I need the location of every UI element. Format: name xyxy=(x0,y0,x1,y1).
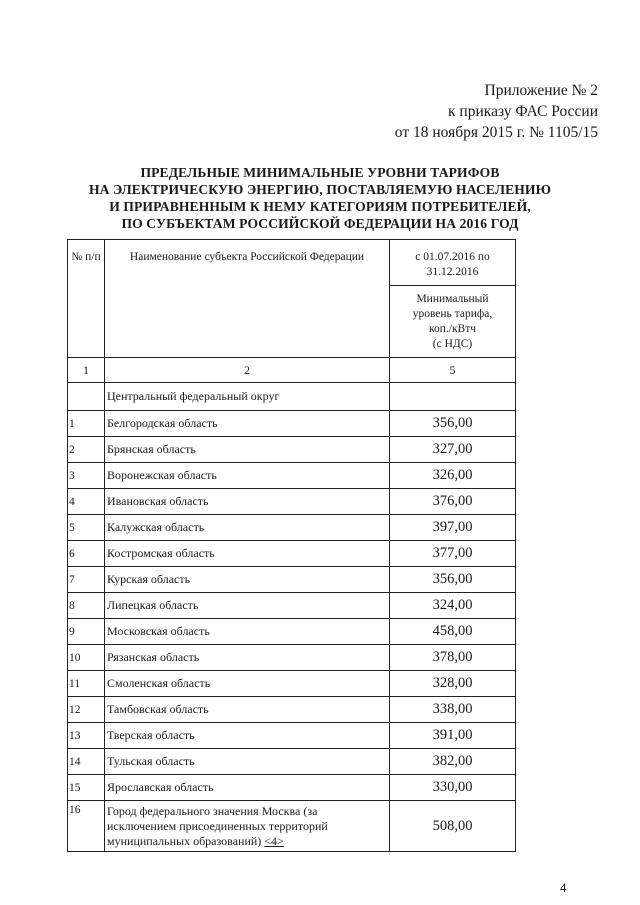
row-subject-name: Липецкая область xyxy=(105,593,390,619)
table-row xyxy=(68,515,516,541)
tariff-table xyxy=(67,239,516,852)
row-number: 5 xyxy=(68,515,105,541)
footnote-reference-link[interactable]: <4> xyxy=(264,833,284,848)
row-tariff-value: 508,00 xyxy=(390,801,516,852)
appendix-reference xyxy=(395,80,598,143)
row-subject-name: Костромская область xyxy=(105,541,390,567)
row-subject-name: Калужская область xyxy=(105,515,390,541)
row-tariff-value: 458,00 xyxy=(390,619,516,645)
row-subject-name: Брянская область xyxy=(105,437,390,463)
district-number-cell xyxy=(68,383,105,411)
row-subject-name: Ярославская область xyxy=(105,775,390,801)
federal-district-row xyxy=(68,383,516,411)
header-period xyxy=(390,240,516,286)
row-subject-name: Тверская область xyxy=(105,723,390,749)
row-number: 9 xyxy=(68,619,105,645)
table-row xyxy=(68,723,516,749)
header-unit-line-1: Минимальный xyxy=(416,292,489,305)
header-number: № п/п xyxy=(68,240,105,358)
row-subject-name: Московская область xyxy=(105,619,390,645)
federal-district-name: Центральный федеральный округ xyxy=(105,383,390,411)
subject-name-line-3 xyxy=(107,834,389,849)
row-tariff-value: 376,00 xyxy=(390,489,516,515)
row-tariff-value: 356,00 xyxy=(390,411,516,437)
row-tariff-value: 397,00 xyxy=(390,515,516,541)
title-line-2: НА ЭЛЕКТРИЧЕСКУЮ ЭНЕРГИЮ, ПОСТАВЛЯЕМУЮ НАСЕЛЕНИЮ xyxy=(88,182,552,197)
table-row xyxy=(68,489,516,515)
district-value-cell xyxy=(390,383,516,411)
table-row xyxy=(68,645,516,671)
table-row xyxy=(68,437,516,463)
row-number: 3 xyxy=(68,463,105,489)
row-number: 2 xyxy=(68,437,105,463)
appendix-line-3: от 18 ноября 2015 г. № 1105/15 xyxy=(394,124,598,141)
row-subject-name xyxy=(105,801,390,852)
header-unit-line-3: коп./кВтч xyxy=(428,322,477,335)
row-number: 11 xyxy=(68,671,105,697)
row-subject-name: Тульская область xyxy=(105,749,390,775)
column-number: 5 xyxy=(390,358,516,383)
page-number: 4 xyxy=(560,880,567,895)
title-line-4: ПО СУБЪЕКТАМ РОССИЙСКОЙ ФЕДЕРАЦИИ НА 2016 ГОД xyxy=(121,216,519,231)
row-tariff-value: 324,00 xyxy=(390,593,516,619)
row-subject-name: Рязанская область xyxy=(105,645,390,671)
row-number: 1 xyxy=(68,411,105,437)
row-number: 15 xyxy=(68,775,105,801)
header-tariff-unit xyxy=(390,286,516,358)
row-number: 4 xyxy=(68,489,105,515)
header-unit-line-4: (с НДС) xyxy=(432,337,473,350)
table-row xyxy=(68,411,516,437)
table-row xyxy=(68,567,516,593)
region-rows xyxy=(68,411,516,801)
header-period-line-1: с 01.07.2016 по xyxy=(415,250,490,263)
table-row xyxy=(68,541,516,567)
row-number: 12 xyxy=(68,697,105,723)
header-period-line-2: 31.12.2016 xyxy=(426,265,479,278)
row-tariff-value: 328,00 xyxy=(390,671,516,697)
table-header-row xyxy=(68,240,516,286)
table-row xyxy=(68,671,516,697)
row-subject-name: Курская область xyxy=(105,567,390,593)
row-subject-name: Воронежская область xyxy=(105,463,390,489)
row-tariff-value: 326,00 xyxy=(390,463,516,489)
table-row xyxy=(68,463,516,489)
title-line-3: И ПРИРАВНЕННЫМ К НЕМУ КАТЕГОРИЯМ ПОТРЕБИТЕЛЕЙ, xyxy=(109,199,531,214)
row-number: 10 xyxy=(68,645,105,671)
column-number-row xyxy=(68,358,516,383)
row-number: 8 xyxy=(68,593,105,619)
row-tariff-value: 391,00 xyxy=(390,723,516,749)
row-subject-name: Тамбовская область xyxy=(105,697,390,723)
column-number: 1 xyxy=(68,358,105,383)
row-number: 6 xyxy=(68,541,105,567)
row-tariff-value: 338,00 xyxy=(390,697,516,723)
row-tariff-value: 327,00 xyxy=(390,437,516,463)
table-row xyxy=(68,697,516,723)
row-tariff-value: 377,00 xyxy=(390,541,516,567)
appendix-line-1: Приложение № 2 xyxy=(484,82,598,99)
subject-name-line-3-text: муниципальных образований) xyxy=(107,833,262,848)
row-tariff-value: 330,00 xyxy=(390,775,516,801)
subject-name-line-2: исключением присоединенных территорий xyxy=(107,818,328,833)
table-row xyxy=(68,775,516,801)
row-subject-name: Белгородская область xyxy=(105,411,390,437)
title-line-1: ПРЕДЕЛЬНЫЕ МИНИМАЛЬНЫЕ УРОВНИ ТАРИФОВ xyxy=(140,165,500,180)
row-tariff-value: 382,00 xyxy=(390,749,516,775)
row-subject-name: Смоленская область xyxy=(105,671,390,697)
table-row xyxy=(68,801,516,852)
row-number: 13 xyxy=(68,723,105,749)
header-subject-name: Наименование субъекта Российской Федерации xyxy=(105,240,390,358)
row-tariff-value: 378,00 xyxy=(390,645,516,671)
document-title xyxy=(60,164,580,232)
row-number: 16 xyxy=(68,801,105,852)
row-number: 7 xyxy=(68,567,105,593)
table-row xyxy=(68,593,516,619)
appendix-line-2: к приказу ФАС России xyxy=(448,103,598,120)
row-subject-name: Ивановская область xyxy=(105,489,390,515)
table-row xyxy=(68,619,516,645)
row-tariff-value: 356,00 xyxy=(390,567,516,593)
table-row xyxy=(68,749,516,775)
subject-name-line-1: Город федерального значения Москва (за xyxy=(107,803,318,818)
column-number: 2 xyxy=(105,358,390,383)
header-unit-line-2: уровень тарифа, xyxy=(412,307,493,320)
row-number: 14 xyxy=(68,749,105,775)
